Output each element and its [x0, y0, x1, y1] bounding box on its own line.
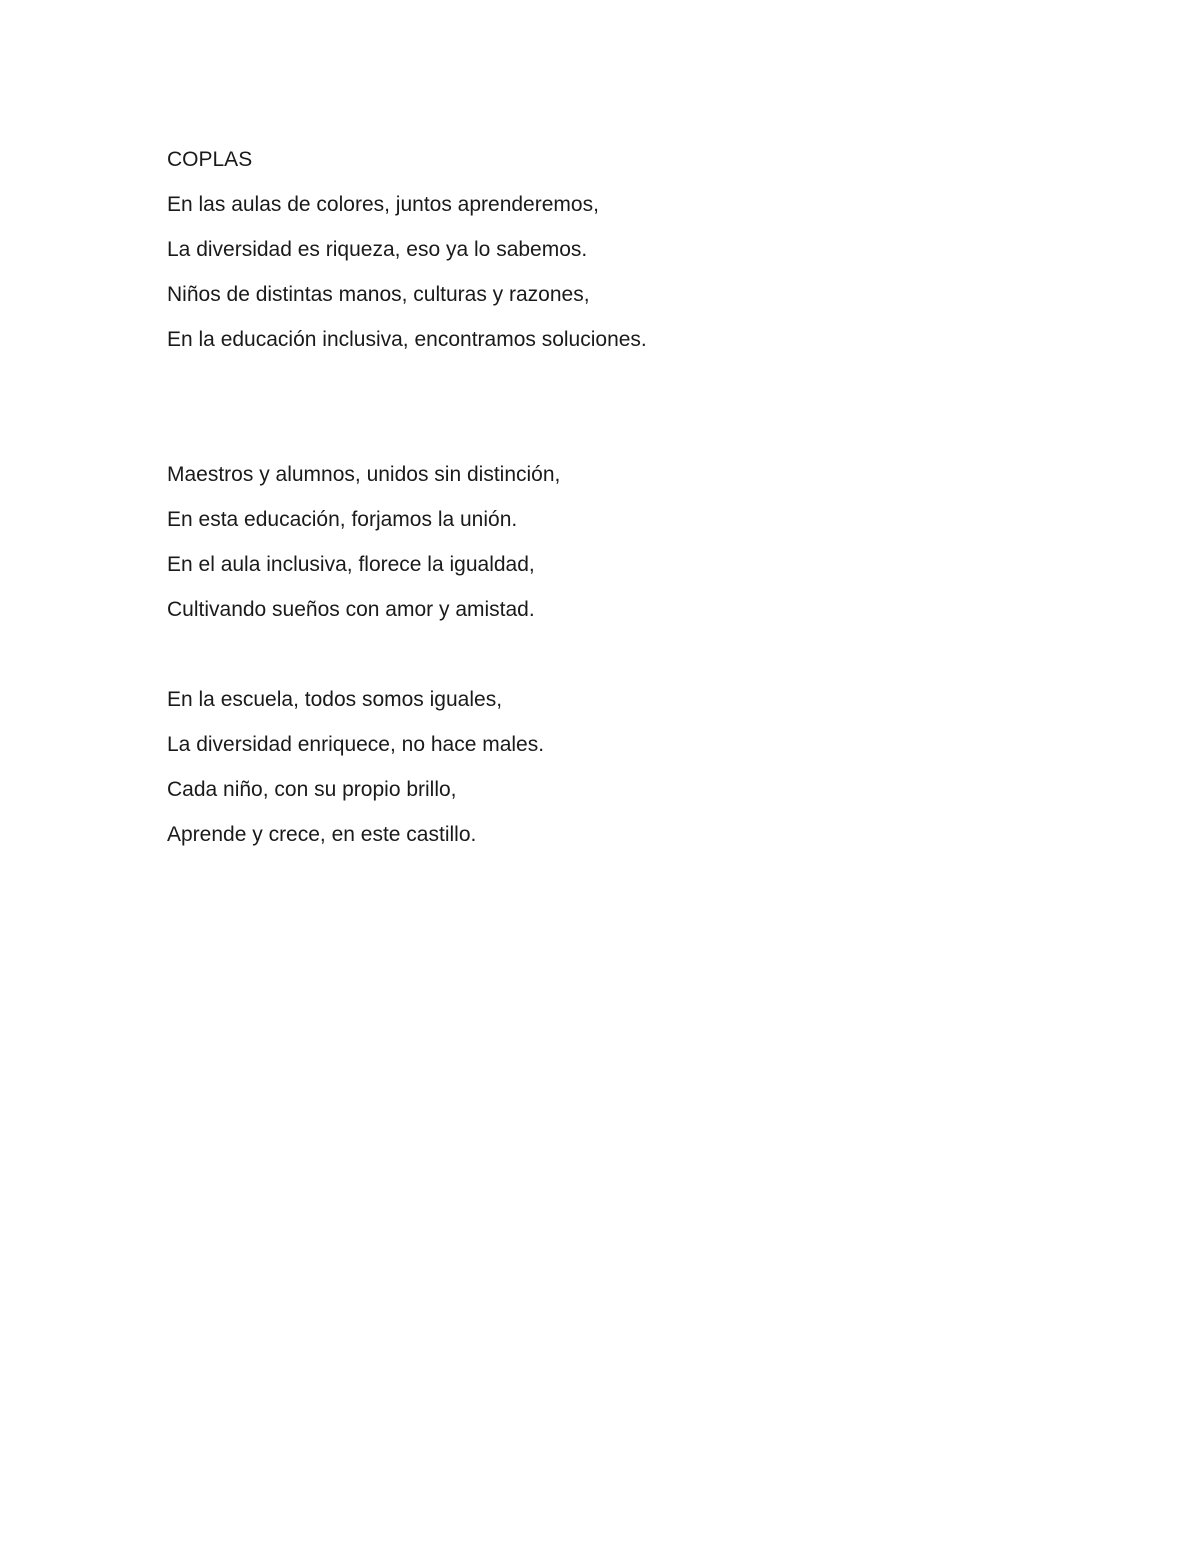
verse-line: En las aulas de colores, juntos aprenderemos, [167, 193, 599, 216]
verse-line: Cada niño, con su propio brillo, [167, 778, 457, 801]
stanza-3 [167, 677, 1067, 857]
verse-line: La diversidad enriquece, no hace males. [167, 733, 545, 756]
document-body [167, 137, 1067, 857]
verse-line: En la escuela, todos somos iguales, [167, 688, 503, 711]
verse-line: En la educación inclusiva, encontramos soluciones. [167, 328, 647, 351]
verse-line: En esta educación, forjamos la unión. [167, 508, 518, 531]
verse-line: Aprende y crece, en este castillo. [167, 823, 477, 846]
verse-line: Cultivando sueños con amor y amistad. [167, 598, 535, 621]
verse-line: En el aula inclusiva, florece la igualdad, [167, 553, 535, 576]
verse-line: Maestros y alumnos, unidos sin distinción, [167, 463, 561, 486]
stanza-2 [167, 452, 1067, 632]
verse-line: La diversidad es riqueza, eso ya lo sabemos. [167, 238, 588, 261]
verse-line: Niños de distintas manos, culturas y razones, [167, 283, 590, 306]
stanza-spacer [167, 632, 1067, 677]
document-title: COPLAS [167, 148, 253, 171]
stanza-1 [167, 182, 1067, 362]
stanza-spacer [167, 362, 1067, 452]
